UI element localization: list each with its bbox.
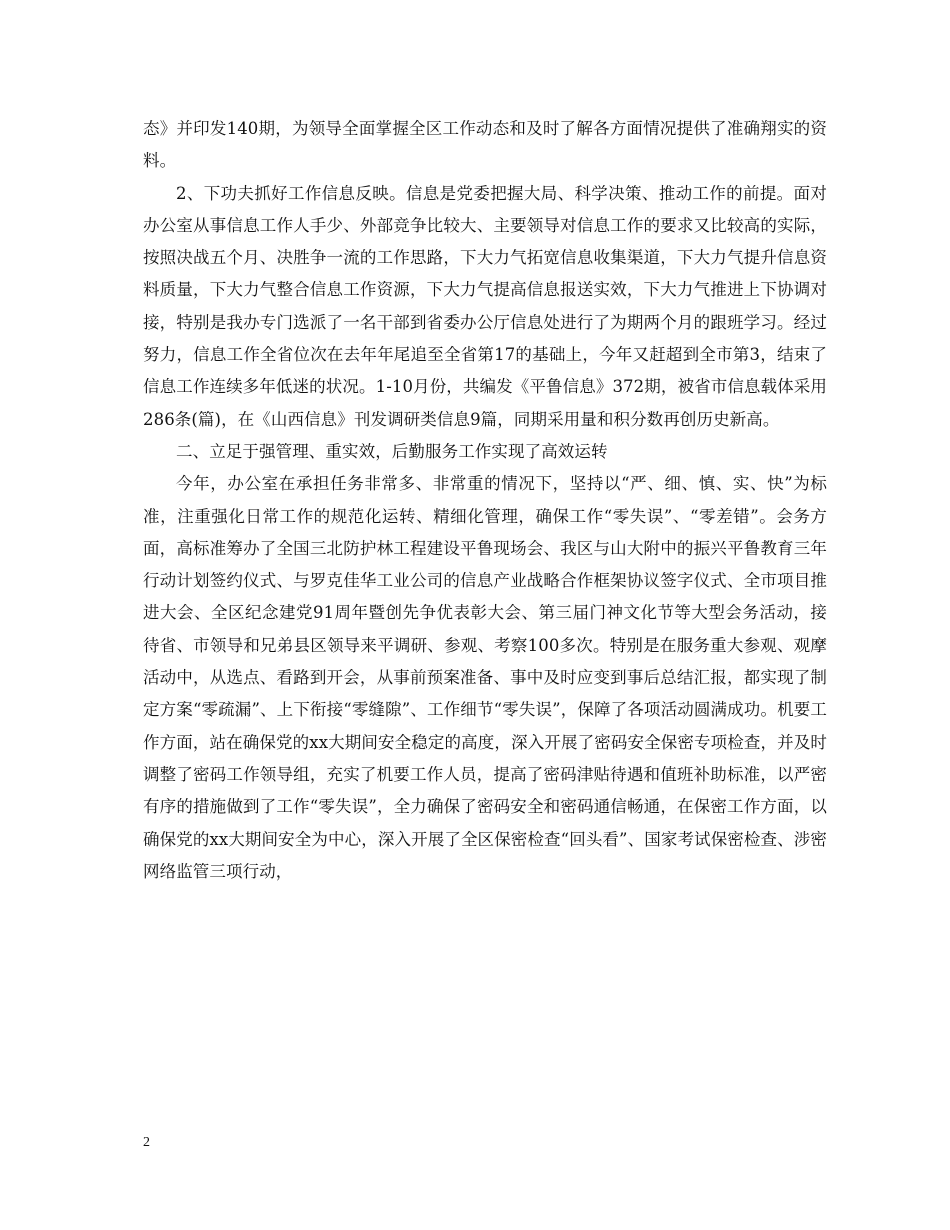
paragraph-continuation: 态》并印发140期，为领导全面掌握全区工作动态和及时了解各方面情况提供了准确翔实的资料。 bbox=[143, 119, 827, 171]
paragraph-information-work: 2、下功夫抓好工作信息反映。信息是党委把握大局、科学决策、推动工作的前提。面对办公室从事信息工作人手少、外部竞争比较大、主要领导对信息工作的要求又比较高的实际，按照决战五个月、决胜争一流的工作思路，下大力气拓宽信息收集渠道，下大力气提升信息资料质量，下大力气整合信息工作资源，下大力气提高信息报送实效，下大力气推进上下协调对接，特别是我办专门选派了一名干部到省委办公厅信息处进行了为期两个月的跟班学习。经过努力，信息工作全省位次在去年年尾追至全省第17的基础上，今年又赶超到全市第3，结束了信息工作连续多年低迷的状况。1-10月份，共编发《平鲁信息》372期，被省市信息载体采用286条(篇)，在《山西信息》刊发调研类信息9篇，同期采用量和积分数再创历史新高。 bbox=[143, 183, 827, 429]
body-text bbox=[143, 113, 827, 888]
page-number: 2 bbox=[143, 1135, 150, 1150]
section-heading-logistics: 二、立足于强管理、重实效，后勤服务工作实现了高效运转 bbox=[176, 441, 608, 461]
paragraph-logistics: 今年，办公室在承担任务非常多、非常重的情况下，坚持以“严、细、慎、实、快”为标准，注重强化日常工作的规范化运转、精细化管理，确保工作“零失误”、“零差错”。会务方面，高标准筹办了全国三北防护林工程建设平鲁现场会、我区与山大附中的振兴平鲁教育三年行动计划签约仪式、与罗克佳华工业公司的信息产业战略合作框架协议签字仪式、全市项目推进大会、全区纪念建党91周年暨创先争优表彰大会、第三届门神文化节等大型会务活动，接待省、市领导和兄弟县区领导来平调研、参观、考察100多次。特别是在服务重大参观、观摩活动中，从选点、看路到开会，从事前预案准备、事中及时应变到事后总结汇报，都实现了制定方案“零疏漏”、上下衔接“零缝隙”、工作细节“零失误”，保障了各项活动圆满成功。机要工作方面，站在确保党的xx大期间安全稳定的高度，深入开展了密码安全保密专项检查，并及时调整了密码工作领导组，充实了机要工作人员，提高了密码津贴待遇和值班补助标准，以严密有序的措施做到了工作“零失误”，全力确保了密码安全和密码通信畅通，在保密工作方面，以确保党的xx大期间安全为中心，深入开展了全区保密检查“回头看”、国家考试保密检查、涉密网络监管三项行动， bbox=[143, 474, 827, 881]
